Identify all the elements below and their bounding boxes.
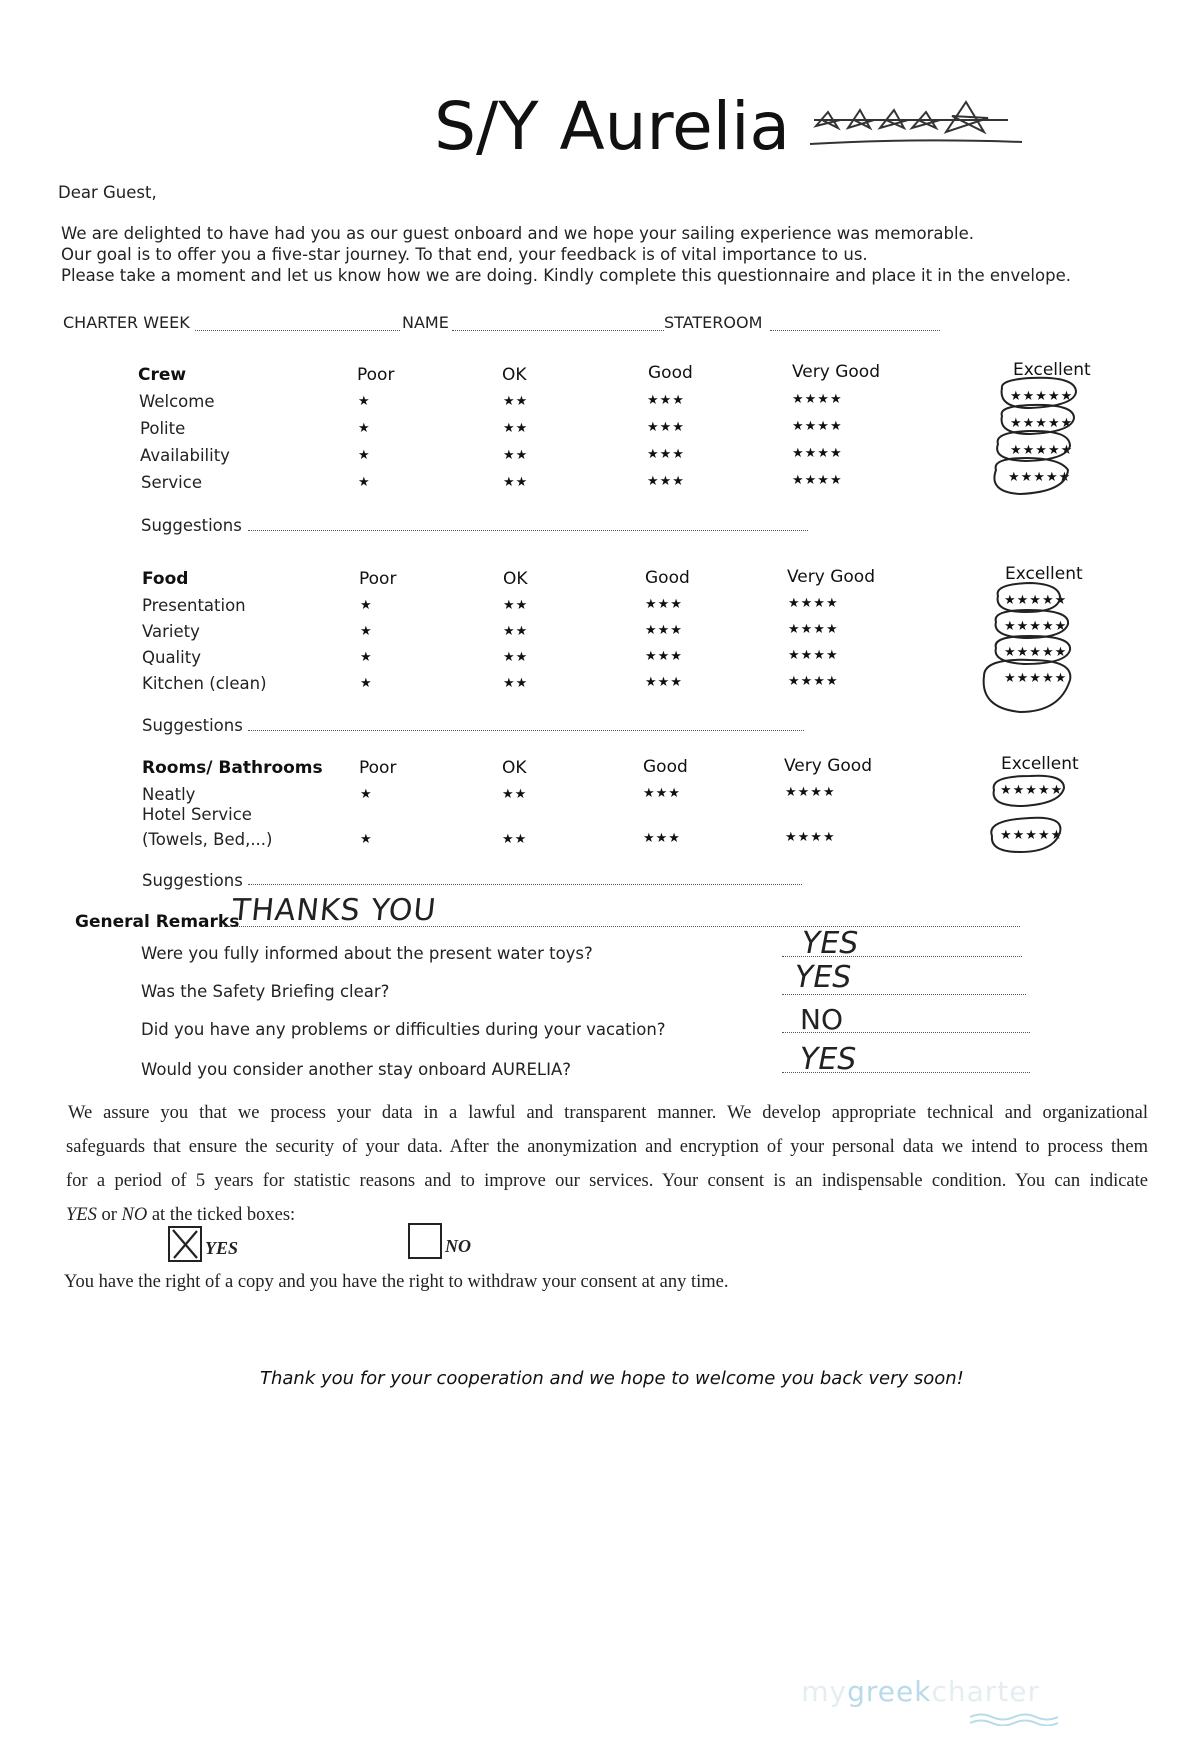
food-item-presentation: Presentation xyxy=(142,596,246,615)
food-suggestions-label: Suggestions xyxy=(142,716,243,735)
crew-suggestions-field[interactable] xyxy=(248,530,808,531)
col-poor: Poor xyxy=(359,758,397,778)
rating-ok[interactable]: ★★ xyxy=(502,787,528,802)
rating-very-good[interactable]: ★★★★ xyxy=(792,473,843,488)
consent-no-label: NO xyxy=(445,1236,471,1256)
rating-excellent[interactable]: ★★★★★ xyxy=(1010,443,1074,458)
consent-no-checkbox[interactable] xyxy=(408,1223,442,1259)
rating-excellent[interactable]: ★★★★★ xyxy=(1004,619,1068,634)
rating-good[interactable]: ★★★ xyxy=(645,597,683,612)
rating-very-good[interactable]: ★★★★ xyxy=(788,622,839,637)
col-very-good: Very Good xyxy=(787,567,875,587)
rating-poor[interactable]: ★ xyxy=(360,832,373,847)
rating-ok[interactable]: ★★ xyxy=(503,624,529,639)
general-remarks-answer[interactable]: THANKS YOU xyxy=(230,893,439,928)
col-ok: OK xyxy=(502,365,527,385)
consent-line-2: safeguards that ensure the security of your data. After the anonymization and encryption of your personal data we intend to process them xyxy=(66,1137,1148,1157)
watermark-logo xyxy=(801,1675,1040,1708)
charter-week-field[interactable] xyxy=(195,330,400,331)
rating-poor[interactable]: ★ xyxy=(358,475,371,490)
rating-ok[interactable]: ★★ xyxy=(503,650,529,665)
question-problems: Did you have any problems or difficulties during your vacation? xyxy=(141,1020,666,1039)
watermark-part-1: my xyxy=(801,1675,848,1708)
col-ok: OK xyxy=(503,569,528,589)
food-item-quality: Quality xyxy=(142,648,201,667)
rating-excellent[interactable]: ★★★★★ xyxy=(1008,470,1072,485)
rooms-item-neatly: Neatly xyxy=(142,785,196,804)
rating-good[interactable]: ★★★ xyxy=(645,623,683,638)
watermark-wave-icon xyxy=(970,1712,1060,1726)
food-item-kitchen: Kitchen (clean) xyxy=(142,674,267,693)
rating-poor[interactable]: ★ xyxy=(360,624,373,639)
rating-good[interactable]: ★★★ xyxy=(643,786,681,801)
col-ok: OK xyxy=(502,758,527,778)
rating-very-good[interactable]: ★★★★ xyxy=(788,674,839,689)
answer-field[interactable] xyxy=(782,956,1022,957)
rating-ok[interactable]: ★★ xyxy=(503,598,529,613)
col-poor: Poor xyxy=(359,569,397,589)
rooms-suggestions-label: Suggestions xyxy=(142,871,243,890)
stateroom-field[interactable] xyxy=(770,330,940,331)
consent-yes-checkbox[interactable] xyxy=(168,1226,202,1262)
intro-line-1: We are delighted to have had you as our guest onboard and we hope your sailing experience was memorable. xyxy=(61,224,974,243)
food-suggestions-field[interactable] xyxy=(248,730,804,731)
col-excellent: Excellent xyxy=(1013,360,1091,380)
watermark-part-3: charter xyxy=(931,1675,1040,1708)
crew-item-availability: Availability xyxy=(140,446,230,465)
rating-ok[interactable]: ★★ xyxy=(503,394,529,409)
crew-item-service: Service xyxy=(141,473,202,492)
answer-safety-briefing[interactable]: YES xyxy=(795,960,852,995)
rating-ok[interactable]: ★★ xyxy=(502,832,528,847)
col-poor: Poor xyxy=(357,365,395,385)
consent-tail: at the ticked boxes: xyxy=(151,1205,296,1225)
rating-very-good[interactable]: ★★★★ xyxy=(792,446,843,461)
rating-excellent[interactable]: ★★★★★ xyxy=(1010,389,1074,404)
rating-good[interactable]: ★★★ xyxy=(647,393,685,408)
rating-ok[interactable]: ★★ xyxy=(503,421,529,436)
name-field[interactable] xyxy=(452,330,664,331)
section-heading-rooms: Rooms/ Bathrooms xyxy=(142,758,323,778)
col-very-good: Very Good xyxy=(784,756,872,776)
consent-or-word: or xyxy=(101,1205,117,1225)
rating-poor[interactable]: ★ xyxy=(358,421,371,436)
general-remarks-label: General Remarks xyxy=(75,912,240,932)
rating-poor[interactable]: ★ xyxy=(358,448,371,463)
col-excellent: Excellent xyxy=(1005,564,1083,584)
section-heading-food: Food xyxy=(142,569,189,589)
name-label: NAME xyxy=(402,313,449,332)
col-excellent: Excellent xyxy=(1001,754,1079,774)
rating-poor[interactable]: ★ xyxy=(360,598,373,613)
section-heading-crew: Crew xyxy=(138,365,187,385)
rating-ok[interactable]: ★★ xyxy=(503,676,529,691)
crew-item-polite: Polite xyxy=(140,419,186,438)
rating-good[interactable]: ★★★ xyxy=(643,831,681,846)
charter-week-label: CHARTER WEEK xyxy=(63,313,190,332)
question-another-stay: Would you consider another stay onboard AURELIA? xyxy=(141,1060,571,1079)
food-item-variety: Variety xyxy=(142,622,200,641)
rating-excellent[interactable]: ★★★★★ xyxy=(1000,783,1064,798)
general-remarks-field[interactable] xyxy=(224,926,1020,927)
rating-very-good[interactable]: ★★★★ xyxy=(792,392,843,407)
rating-good[interactable]: ★★★ xyxy=(647,420,685,435)
rating-excellent[interactable]: ★★★★★ xyxy=(1010,416,1074,431)
rating-poor[interactable]: ★ xyxy=(358,394,371,409)
watermark-part-2: greek xyxy=(847,1675,932,1708)
answer-field[interactable] xyxy=(782,1032,1030,1033)
rating-poor[interactable]: ★ xyxy=(360,676,373,691)
rating-poor[interactable]: ★ xyxy=(360,650,373,665)
rooms-suggestions-field[interactable] xyxy=(248,884,802,885)
crew-suggestions-label: Suggestions xyxy=(141,516,242,535)
consent-footer: You have the right of a copy and you have the right to withdraw your consent at any time. xyxy=(64,1272,729,1292)
rating-good[interactable]: ★★★ xyxy=(645,675,683,690)
consent-line-1: We assure you that we process your data in a lawful and transparent manner. We develop appropriate technical and organizational xyxy=(68,1103,1148,1123)
col-good: Good xyxy=(645,568,690,588)
check-x-icon xyxy=(170,1228,200,1260)
consent-yes-word: YES xyxy=(66,1205,97,1225)
document-title: S/Y Aurelia xyxy=(434,88,790,165)
consent-line-4 xyxy=(66,1205,295,1226)
crew-item-welcome: Welcome xyxy=(139,392,215,411)
rating-good[interactable]: ★★★ xyxy=(645,649,683,664)
intro-line-2: Our goal is to offer you a five-star journey. To that end, your feedback is of vital importance to us. xyxy=(61,245,868,264)
rating-very-good[interactable]: ★★★★ xyxy=(785,785,836,800)
consent-line-3: for a period of 5 years for statistic reasons and to improve our services. Your consent is an indispensable condition. You can indicate xyxy=(66,1171,1148,1191)
closing-message: Thank you for your cooperation and we hope to welcome you back very soon! xyxy=(260,1368,964,1389)
rating-excellent[interactable]: ★★★★★ xyxy=(1000,828,1064,843)
question-safety-briefing: Was the Safety Briefing clear? xyxy=(141,982,390,1001)
rating-poor[interactable]: ★ xyxy=(360,787,373,802)
intro-line-3: Please take a moment and let us know how we are doing. Kindly complete this questionnaire and place it in the envelope. xyxy=(61,266,1071,285)
answer-water-toys[interactable]: YES xyxy=(802,926,859,961)
rooms-item-towels-bed: (Towels, Bed,...) xyxy=(142,830,273,849)
rating-very-good[interactable]: ★★★★ xyxy=(792,419,843,434)
rating-very-good[interactable]: ★★★★ xyxy=(788,596,839,611)
answer-field[interactable] xyxy=(782,994,1026,995)
answer-another-stay[interactable]: YES xyxy=(800,1042,857,1077)
rooms-item-hotel-service: Hotel Service xyxy=(142,805,252,824)
rating-excellent[interactable]: ★★★★★ xyxy=(1004,645,1068,660)
rating-ok[interactable]: ★★ xyxy=(503,475,529,490)
rating-very-good[interactable]: ★★★★ xyxy=(788,648,839,663)
rating-good[interactable]: ★★★ xyxy=(647,447,685,462)
col-good: Good xyxy=(648,363,693,383)
question-water-toys: Were you fully informed about the present water toys? xyxy=(141,944,593,963)
rating-excellent[interactable]: ★★★★★ xyxy=(1004,593,1068,608)
rating-ok[interactable]: ★★ xyxy=(503,448,529,463)
consent-yes-label: YES xyxy=(205,1238,239,1258)
rating-very-good[interactable]: ★★★★ xyxy=(785,830,836,845)
consent-no-word: NO xyxy=(121,1205,148,1225)
rating-excellent[interactable]: ★★★★★ xyxy=(1004,671,1068,686)
col-very-good: Very Good xyxy=(792,362,880,382)
rating-good[interactable]: ★★★ xyxy=(647,474,685,489)
stateroom-label: STATEROOM xyxy=(664,313,763,332)
answer-problems[interactable]: NO xyxy=(800,1003,843,1036)
greeting: Dear Guest, xyxy=(58,183,157,202)
answer-field[interactable] xyxy=(782,1072,1030,1073)
col-good: Good xyxy=(643,757,688,777)
handwritten-stars xyxy=(808,98,1024,160)
